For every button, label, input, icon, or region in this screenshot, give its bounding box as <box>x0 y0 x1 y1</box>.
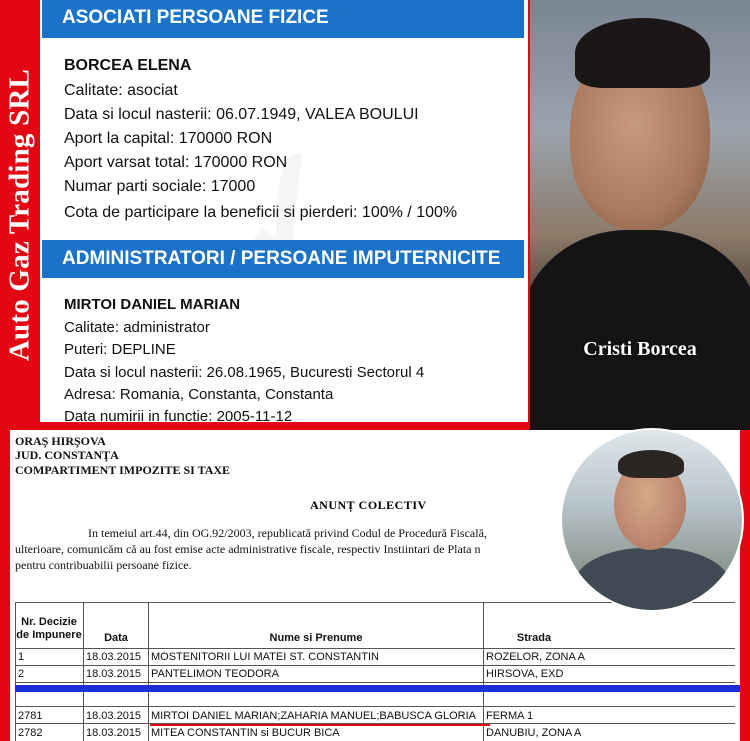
associate-line: Calitate: asociat <box>64 82 178 99</box>
highlight-underline <box>150 724 490 726</box>
column-header-date: Data <box>104 632 128 644</box>
notice-paragraph-line: ulterioare, comunicăm că au fost emise acte administrative fiscale, respectiv Instiintari de Plata n <box>15 542 481 556</box>
company-title: Auto Gaz Trading SRL <box>3 68 36 362</box>
table-cell: 18.03.2015 <box>86 727 142 739</box>
administrator-line: Adresa: Romania, Constanta, Constanta <box>64 386 334 403</box>
table-cell: HIRSOVA, EXD <box>486 668 564 680</box>
administrator-line: Puteri: DEPLINE <box>64 341 176 358</box>
table-cell: MITEA CONSTANTIN si BUCUR BICA <box>151 727 340 739</box>
table-cell: 2782 <box>18 727 43 739</box>
portrait-photo-borcea <box>530 0 750 430</box>
table-rule <box>148 602 149 741</box>
associate-line: Cota de participare la beneficii si pierderi: 100% / 100% <box>64 204 458 221</box>
portrait-photo-mirtoi <box>560 428 744 612</box>
table-cell: FERMA 1 <box>486 710 534 722</box>
notice-paragraph-line: pentru contribuabilii persoane fizice. <box>15 558 192 572</box>
associate-line: Numar parti sociale: 17000 <box>64 178 256 195</box>
notice-paragraph-line: In temeiul art.44, din OG.92/2003, republicată privind Codul de Procedură Fiscală, <box>88 526 487 540</box>
associate-line: Data si locul nasterii: 06.07.1949, VALEA BOULUI <box>64 106 419 123</box>
column-header-decision: Nr. Decizie de Impunere <box>16 616 82 641</box>
table-rule <box>15 682 735 683</box>
table-rule <box>15 706 735 707</box>
table-cell: 18.03.2015 <box>86 651 142 663</box>
table-cell: 18.03.2015 <box>86 668 142 680</box>
column-header-name: Nume si Prenume <box>269 632 363 644</box>
portrait-body-shape <box>572 548 732 612</box>
notice-title: ANUNȚ COLECTIV <box>310 498 427 512</box>
table-cell: DANUBIU, ZONA A <box>486 727 582 739</box>
portrait-hair-shape <box>575 18 710 88</box>
institution-line: JUD. CONSTANŢA <box>15 448 119 462</box>
associate-line: Aport la capital: 170000 RON <box>64 130 273 147</box>
company-registry-panel <box>40 0 528 422</box>
side-banner <box>0 0 40 430</box>
column-header-street: Strada <box>516 632 552 644</box>
associates-header: ASOCIATI PERSOANE FIZICE <box>42 0 524 36</box>
institution-line: ORAŞ HIRŞOVA <box>15 434 106 448</box>
portrait-body-shape <box>530 230 750 430</box>
table-rule <box>15 665 735 666</box>
photo-caption: Cristi Borcea <box>583 338 697 360</box>
associate-name: BORCEA ELENA <box>64 57 192 74</box>
table-cell: 1 <box>18 651 25 663</box>
administrator-line: Data numirii in functie: 2005-11-12 <box>64 408 293 422</box>
administrator-line: Calitate: administrator <box>64 319 210 336</box>
institution-line: COMPARTIMENT IMPOZITE SI TAXE <box>15 463 231 477</box>
table-rule <box>83 602 84 741</box>
table-rule <box>15 648 735 649</box>
table-cell: 18.03.2015 <box>86 710 142 722</box>
section-divider-bar <box>15 685 740 692</box>
administrator-name: MIRTOI DANIEL MARIAN <box>64 296 241 313</box>
table-cell: MIRTOI DANIEL MARIAN;ZAHARIA MANUEL;BABUSCA GLORIA <box>151 710 476 722</box>
table-cell: MOSTENITORII LUI MATEI ST. CONSTANTIN <box>151 651 379 663</box>
administrator-line: Data si locul nasterii: 26.08.1965, Bucuresti Sectorul 4 <box>64 364 425 381</box>
table-cell: 2 <box>18 668 25 680</box>
associate-line: Aport varsat total: 170000 RON <box>64 154 288 171</box>
table-cell: PANTELIMON TEODORA <box>151 668 279 680</box>
portrait-hair-shape <box>618 450 684 478</box>
table-rule <box>483 602 484 741</box>
administrators-header: ADMINISTRATORI / PERSOANE IMPUTERNICITE <box>42 240 524 278</box>
table-cell: ROZELOR, ZONA A <box>486 651 586 663</box>
table-cell: 2781 <box>18 710 43 722</box>
header-rule <box>42 36 524 38</box>
